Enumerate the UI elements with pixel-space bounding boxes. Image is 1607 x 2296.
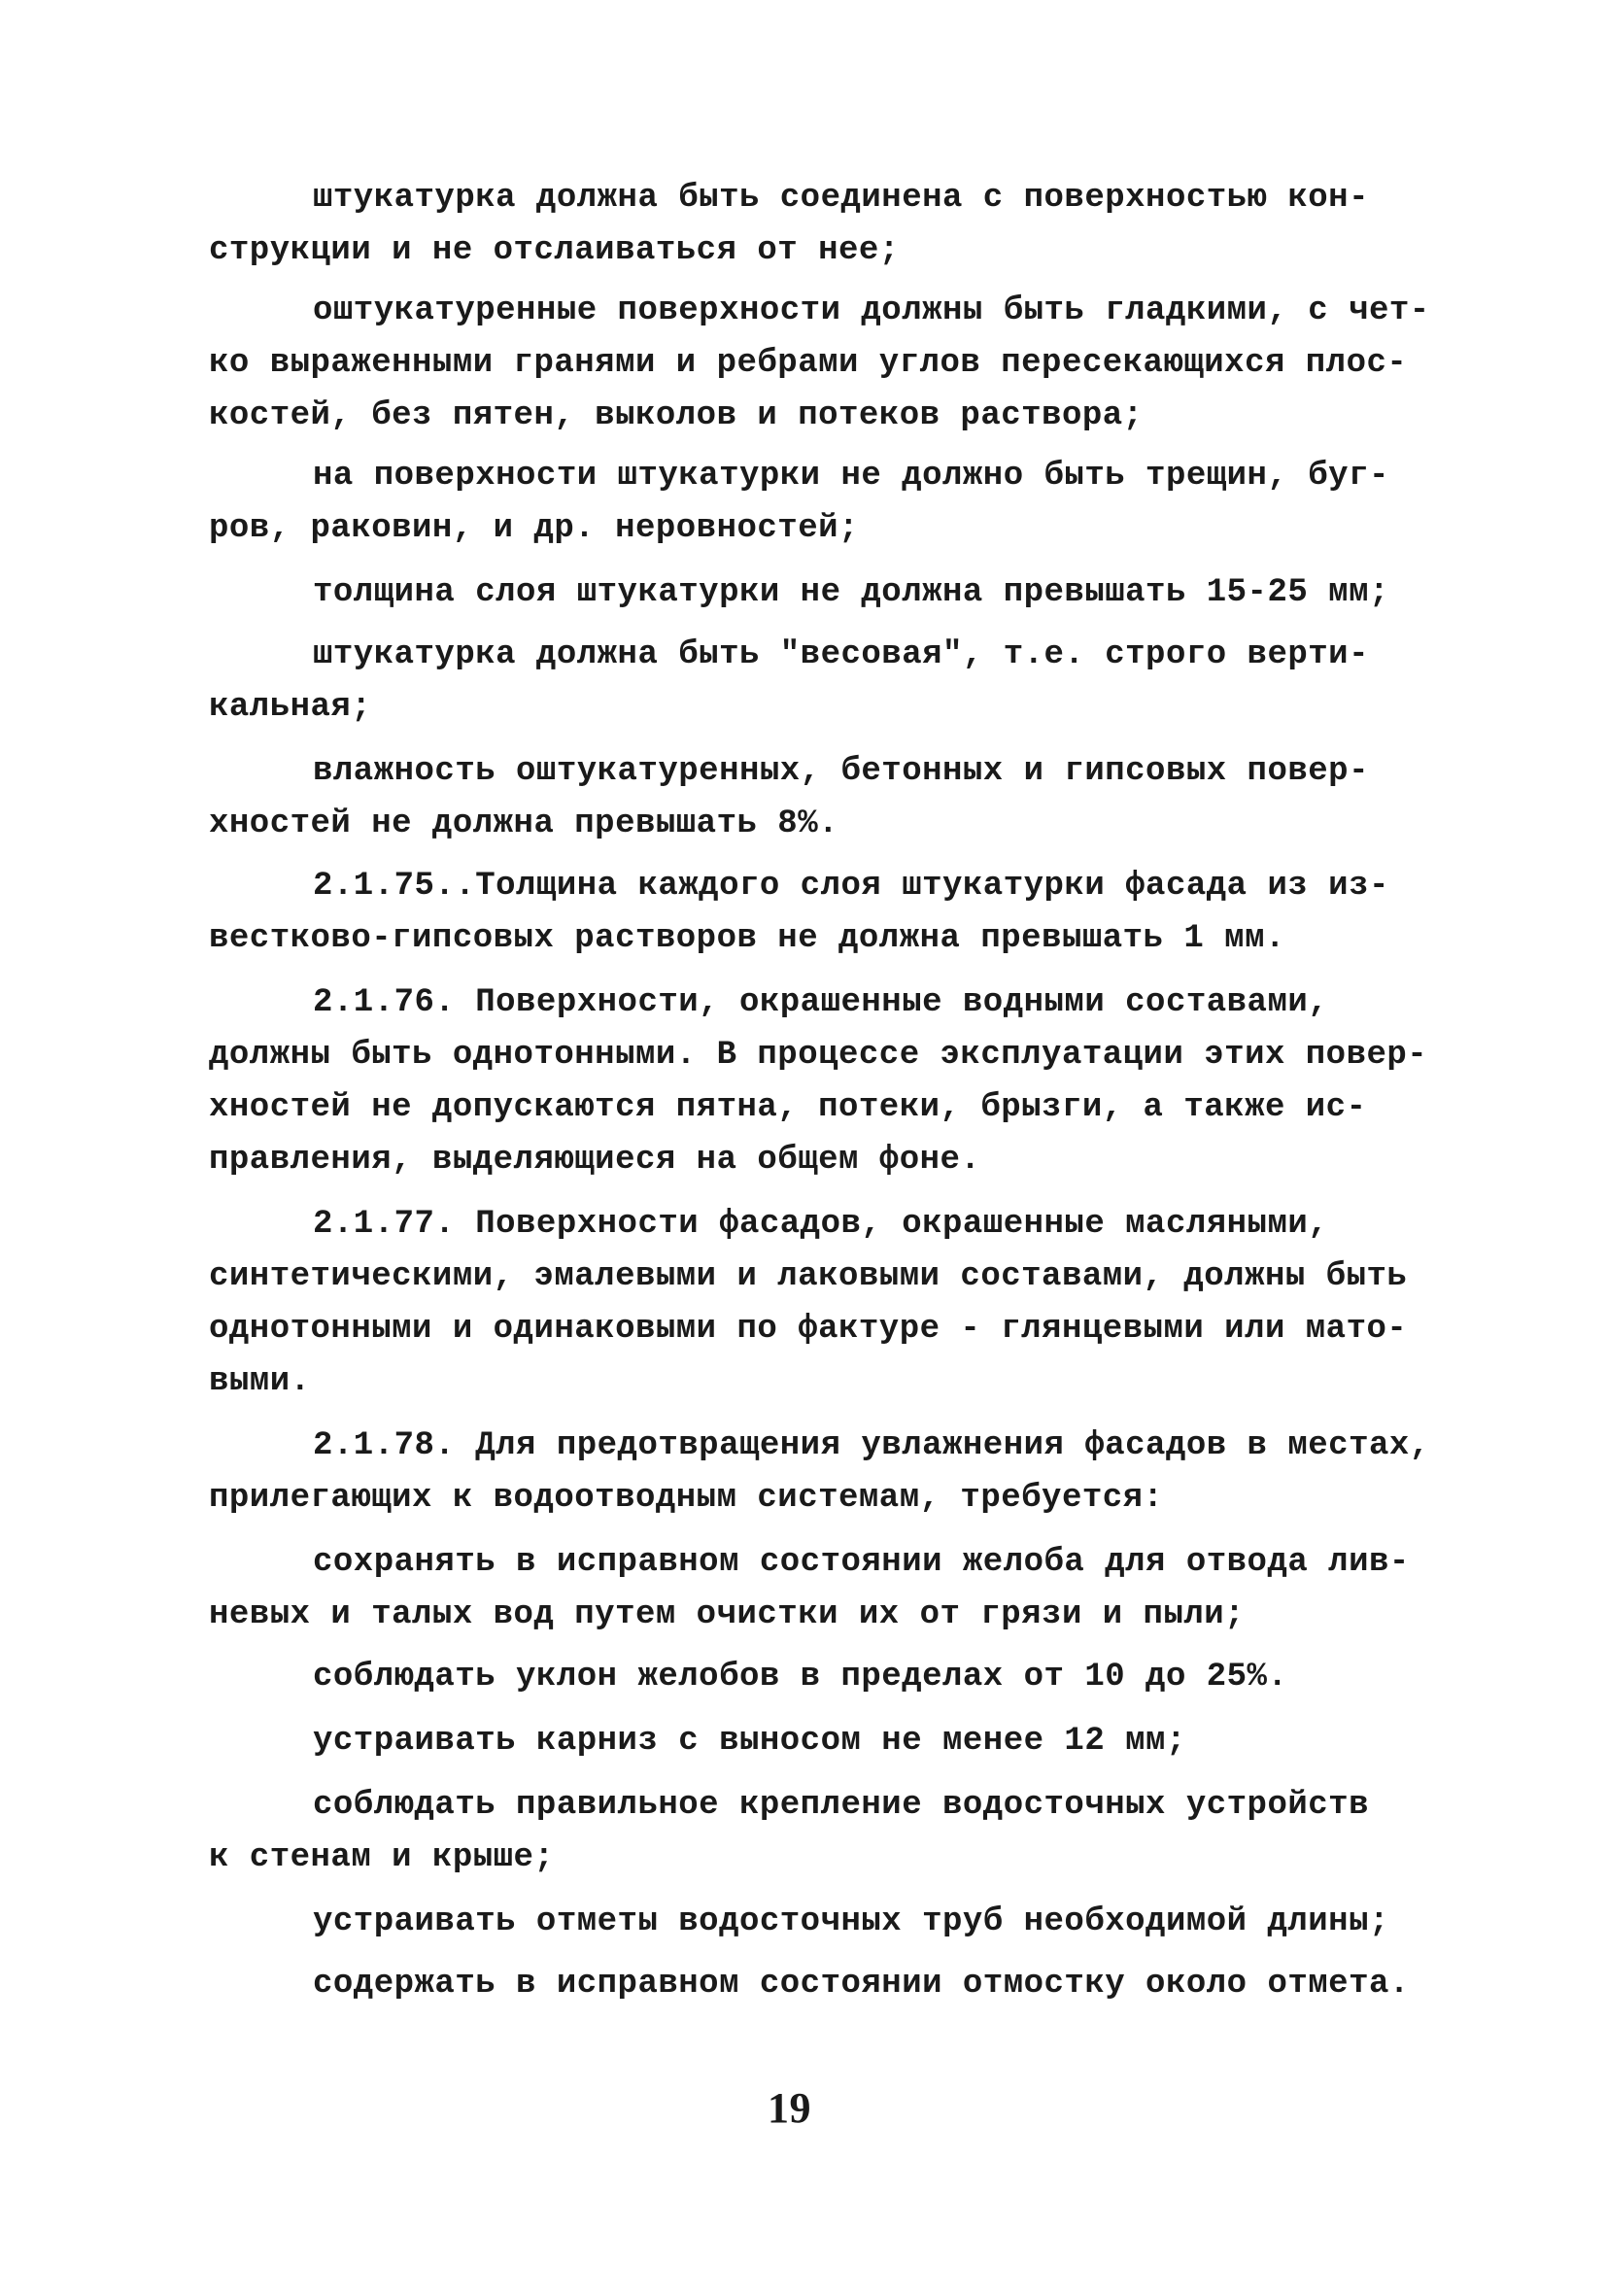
text-line: на поверхности штукатурки не должно быть трещин, буг-	[313, 458, 1389, 495]
text-line: 2.1.78. Для предотвращения увлажнения фасадов в местах,	[313, 1427, 1430, 1464]
text-line: толщина слоя штукатурки не должна превышать 15-25 мм;	[313, 574, 1389, 611]
text-line: сохранять в исправном состоянии желоба для отвода лив-	[313, 1544, 1410, 1581]
text-line: струкции и не отслаиваться от нее;	[209, 232, 900, 269]
text-line: штукатурка должна быть "весовая", т.е. строго верти-	[313, 636, 1369, 673]
text-line: выми.	[209, 1363, 311, 1400]
text-line: правления, выделяющиеся на общем фоне.	[209, 1142, 981, 1179]
text-line: хностей не допускаются пятна, потеки, брызги, а также ис-	[209, 1089, 1367, 1126]
text-line: невых и талых вод путем очистки их от грязи и пыли;	[209, 1596, 1246, 1633]
text-line: штукатурка должна быть соединена с поверхностью кон-	[313, 180, 1369, 217]
text-line: должны быть однотонными. В процессе эксплуатации этих повер-	[209, 1037, 1428, 1074]
text-line: ров, раковин, и др. неровностей;	[209, 510, 859, 547]
text-line: влажность оштукатуренных, бетонных и гипсовых повер-	[313, 753, 1369, 790]
text-line: соблюдать уклон желобов в пределах от 10 до 25%.	[313, 1659, 1288, 1696]
text-line: ко выраженными гранями и ребрами углов пересекающихся плос-	[209, 345, 1408, 382]
text-line: содержать в исправном состоянии отмостку около отмета.	[313, 1966, 1410, 2003]
text-line: кальная;	[209, 689, 372, 726]
text-line: 2.1.75..Толщина каждого слоя штукатурки фасада из из-	[313, 868, 1389, 905]
text-line: 2.1.77. Поверхности фасадов, окрашенные масляными,	[313, 1206, 1329, 1243]
text-line: синтетическими, эмалевыми и лаковыми составами, должны быть	[209, 1258, 1408, 1295]
text-line: устраивать карниз с выносом не менее 12 мм;	[313, 1723, 1186, 1760]
text-line: оштукатуренные поверхности должны быть гладкими, с чет-	[313, 292, 1430, 329]
text-line: к стенам и крыше;	[209, 1839, 555, 1876]
page-number: 19	[768, 2084, 811, 2132]
text-line: костей, без пятен, выколов и потеков раствора;	[209, 397, 1144, 434]
text-line: 2.1.76. Поверхности, окрашенные водными составами,	[313, 984, 1329, 1021]
text-line: хностей не должна превышать 8%.	[209, 805, 839, 842]
text-line: соблюдать правильное крепление водосточных устройств	[313, 1787, 1369, 1824]
text-line: однотонными и одинаковыми по фактуре - глянцевыми или мато-	[209, 1311, 1408, 1348]
text-line: вестково-гипсовых растворов не должна превышать 1 мм.	[209, 920, 1285, 957]
text-line: прилегающих к водоотводным системам, требуется:	[209, 1480, 1164, 1517]
text-line: устраивать отметы водосточных труб необходимой длины;	[313, 1903, 1389, 1940]
